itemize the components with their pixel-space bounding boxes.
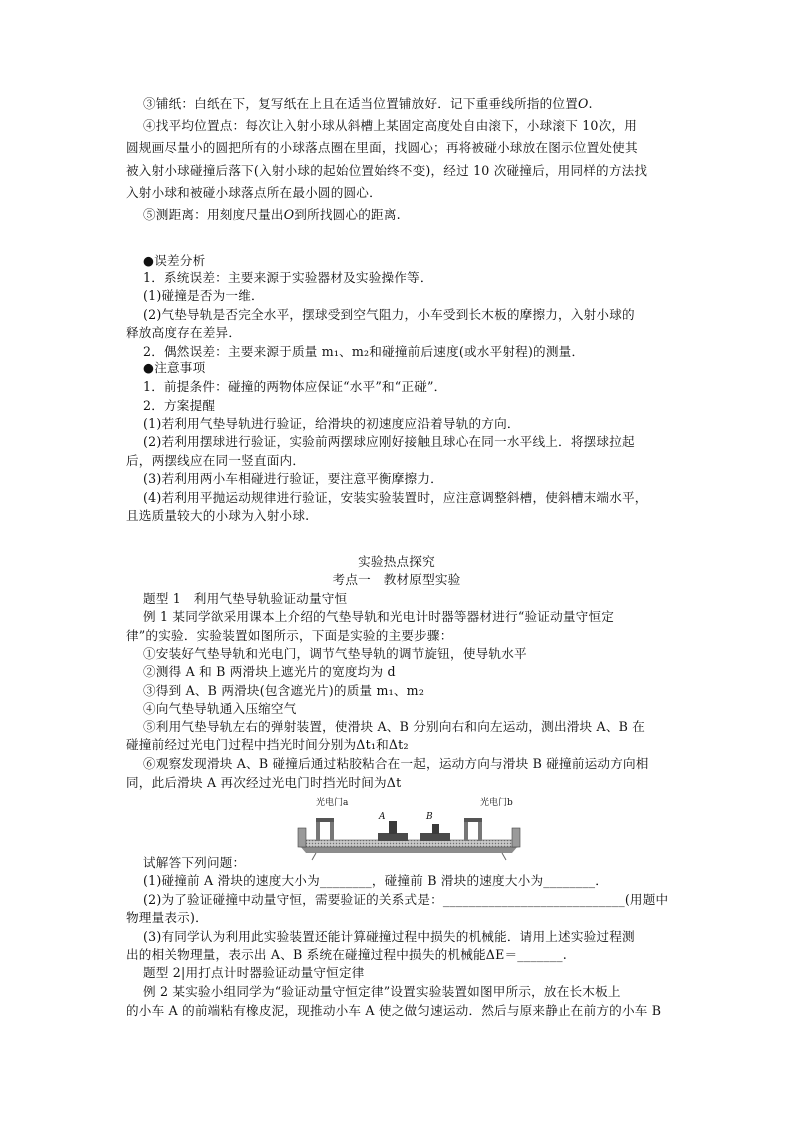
example1-question3-line2: 出的相关物理量，表示出 A、B 系统在碰撞过程中损失的机械能ΔE＝_______.	[126, 947, 567, 962]
notes-1: 1．前提条件：碰撞的两物体应保证“水平”和“正碰”．	[143, 379, 447, 394]
example2-line2: 的小车 A 的前端粘有橡皮泥，现推动小车 A 使之做匀速运动．然后与原来静止在前方的小车 B	[126, 1003, 662, 1018]
example1-question2-line2: 物理量表示)．	[126, 910, 208, 925]
photogate-b-post-right	[478, 820, 482, 841]
slider-a	[378, 833, 408, 841]
example1-line1: 例 1 某同学欲采用课本上介绍的气垫导轨和光电计时器等器材进行“验证动量守恒定	[143, 609, 615, 624]
notes-2-2-line1: (2)若利用摆球进行验证，实验前两摆球应刚好接触且球心在同一水平线上．将摆球拉起	[143, 434, 635, 449]
procedure-step-4-line1: ④找平均位置点：每次让入射小球从斜槽上某固定高度处自由滚下，小球滚下 10次，用	[143, 118, 637, 133]
notes-2-1: (1)若利用气垫导轨进行验证，给滑块的初速度应沿着导轨的方向．	[143, 416, 520, 431]
slider-b	[420, 833, 450, 841]
error-system: 1．系统误差：主要来源于实验器材及实验操作等．	[143, 270, 433, 285]
air-track	[300, 840, 518, 847]
slider-b-label: B	[426, 812, 433, 822]
example1-question1: (1)碰撞前 A 滑块的速度大小为________，碰撞前 B 滑块的速度大小为________．	[143, 873, 609, 888]
example1-question3-line1: (3)有同学认为利用此实验装置还能计算碰撞过程中损失的机械能．请用上述实验过程测	[143, 929, 635, 944]
procedure-step-4-line2: 圆规画尽量小的圆把所有的小球落点圈在里面，找圆心；再将被碰小球放在图示位置处使其	[126, 140, 638, 155]
error-system-1: (1)碰撞是否为一维．	[143, 288, 264, 303]
example1-step4: ④向气垫导轨通入压缩空气	[143, 701, 297, 716]
procedure-step-5: ⑤测距离：用刻度尺量出O到所找圆心的距离.	[143, 207, 401, 222]
section-title: 实验热点探究	[358, 554, 435, 569]
error-system-2-line2: 释放高度存在差异．	[126, 325, 242, 340]
slider-a-label: A	[379, 812, 386, 822]
procedure-step-3: ③铺纸：白纸在下，复写纸在上且在适当位置铺放好．记下重垂线所指的位置O.	[143, 96, 593, 111]
example1-step6-line2: 同，此后滑块 A 再次经过光电门时挡光时间为Δt	[126, 775, 402, 790]
error-random: 2．偶然误差：主要来源于质量 m₁、m₂和碰撞前后速度(或水平射程)的测量．	[143, 344, 585, 359]
notes-2: 2．方案提醒	[143, 398, 216, 413]
photogate-a-label: 光电门a	[316, 798, 349, 808]
section-subtitle: 考点一 教材原型实验	[332, 572, 461, 587]
example1-step5-line1: ⑤利用气垫导轨左右的弹射装置，使滑块 A、B 分别向右和向左运动，测出滑块 A、B 在	[143, 719, 646, 734]
example1-step1: ①安装好气垫导轨和光电门，调节气垫导轨的调节旋钮，使导轨水平	[143, 646, 527, 661]
photogate-a-post-right	[330, 820, 334, 841]
notes-2-2-line2: 后，两摆线应在同一竖直面内．	[126, 453, 306, 468]
procedure-step-4-line4: 入射小球和被碰小球落点所在最小圆的圆心．	[126, 185, 382, 200]
photogate-a-post-left	[316, 820, 320, 841]
slider-a-shutter	[389, 821, 397, 834]
example2-line1: 例 2 某实验小组同学为“验证动量守恒定律”设置实验装置如图甲所示，放在长木板上	[143, 984, 621, 999]
photogate-a-top	[316, 818, 334, 822]
procedure-step-4-line3: 被入射小球碰撞后落下(入射小球的起始位置始终不变)，经过 10 次碰撞后，用同样的方法找	[126, 163, 648, 178]
photogate-b-label: 光电门b	[480, 798, 513, 808]
point-o: O	[578, 96, 589, 111]
right-launcher	[512, 828, 520, 847]
photogate-b-top	[464, 818, 482, 822]
error-system-2-line1: (2)气垫导轨是否完全水平，摆球受到空气阻力，小车受到长木板的摩擦力，入射小球的	[143, 307, 635, 322]
slider-b-shutter	[432, 824, 439, 834]
example1-step6-line1: ⑥观察发现滑块 A、B 碰撞后通过粘胶粘合在一起，运动方向与滑块 B 碰撞前运动方向相	[143, 756, 649, 771]
question-type-2: 题型 2|用打点计时器验证动量守恒定律	[143, 965, 365, 980]
example1-step2: ②测得 A 和 B 两滑块上遮光片的宽度均为 d	[143, 664, 396, 679]
notes-2-4-line1: (4)若利用平抛运动规律进行验证，安装实验装置时，应注意调整斜槽，使斜槽末端水平，	[143, 490, 648, 505]
example1-question2-line1: (2)为了验证碰撞中动量守恒，需要验证的关系式是：____________________________(用题中	[143, 892, 669, 907]
question-type-1: 题型 1 利用气垫导轨验证动量守恒	[143, 591, 348, 606]
notes-heading: ●注意事项	[143, 360, 206, 375]
example1-ask: 试解答下列问题：	[143, 855, 246, 870]
example1-line2: 律”的实验．实验装置如图所示，下面是实验的主要步骤：	[126, 628, 453, 643]
error-heading: ●误差分析	[143, 253, 206, 268]
example1-step3: ③得到 A、B 两滑块(包含遮光片)的质量 m₁、m₂	[143, 683, 425, 698]
photogate-b-post-left	[464, 820, 468, 841]
point-o: O	[283, 207, 295, 222]
notes-2-4-line2: 且选质量较大的小球为入射小球.	[126, 508, 310, 523]
example1-step5-line2: 碰撞前经过光电门过程中挡光时间分别为Δt₁和Δt₂	[126, 737, 409, 752]
left-launcher	[298, 828, 306, 847]
notes-2-3: (3)若利用两小车相碰进行验证，要注意平衡摩擦力．	[143, 471, 443, 486]
